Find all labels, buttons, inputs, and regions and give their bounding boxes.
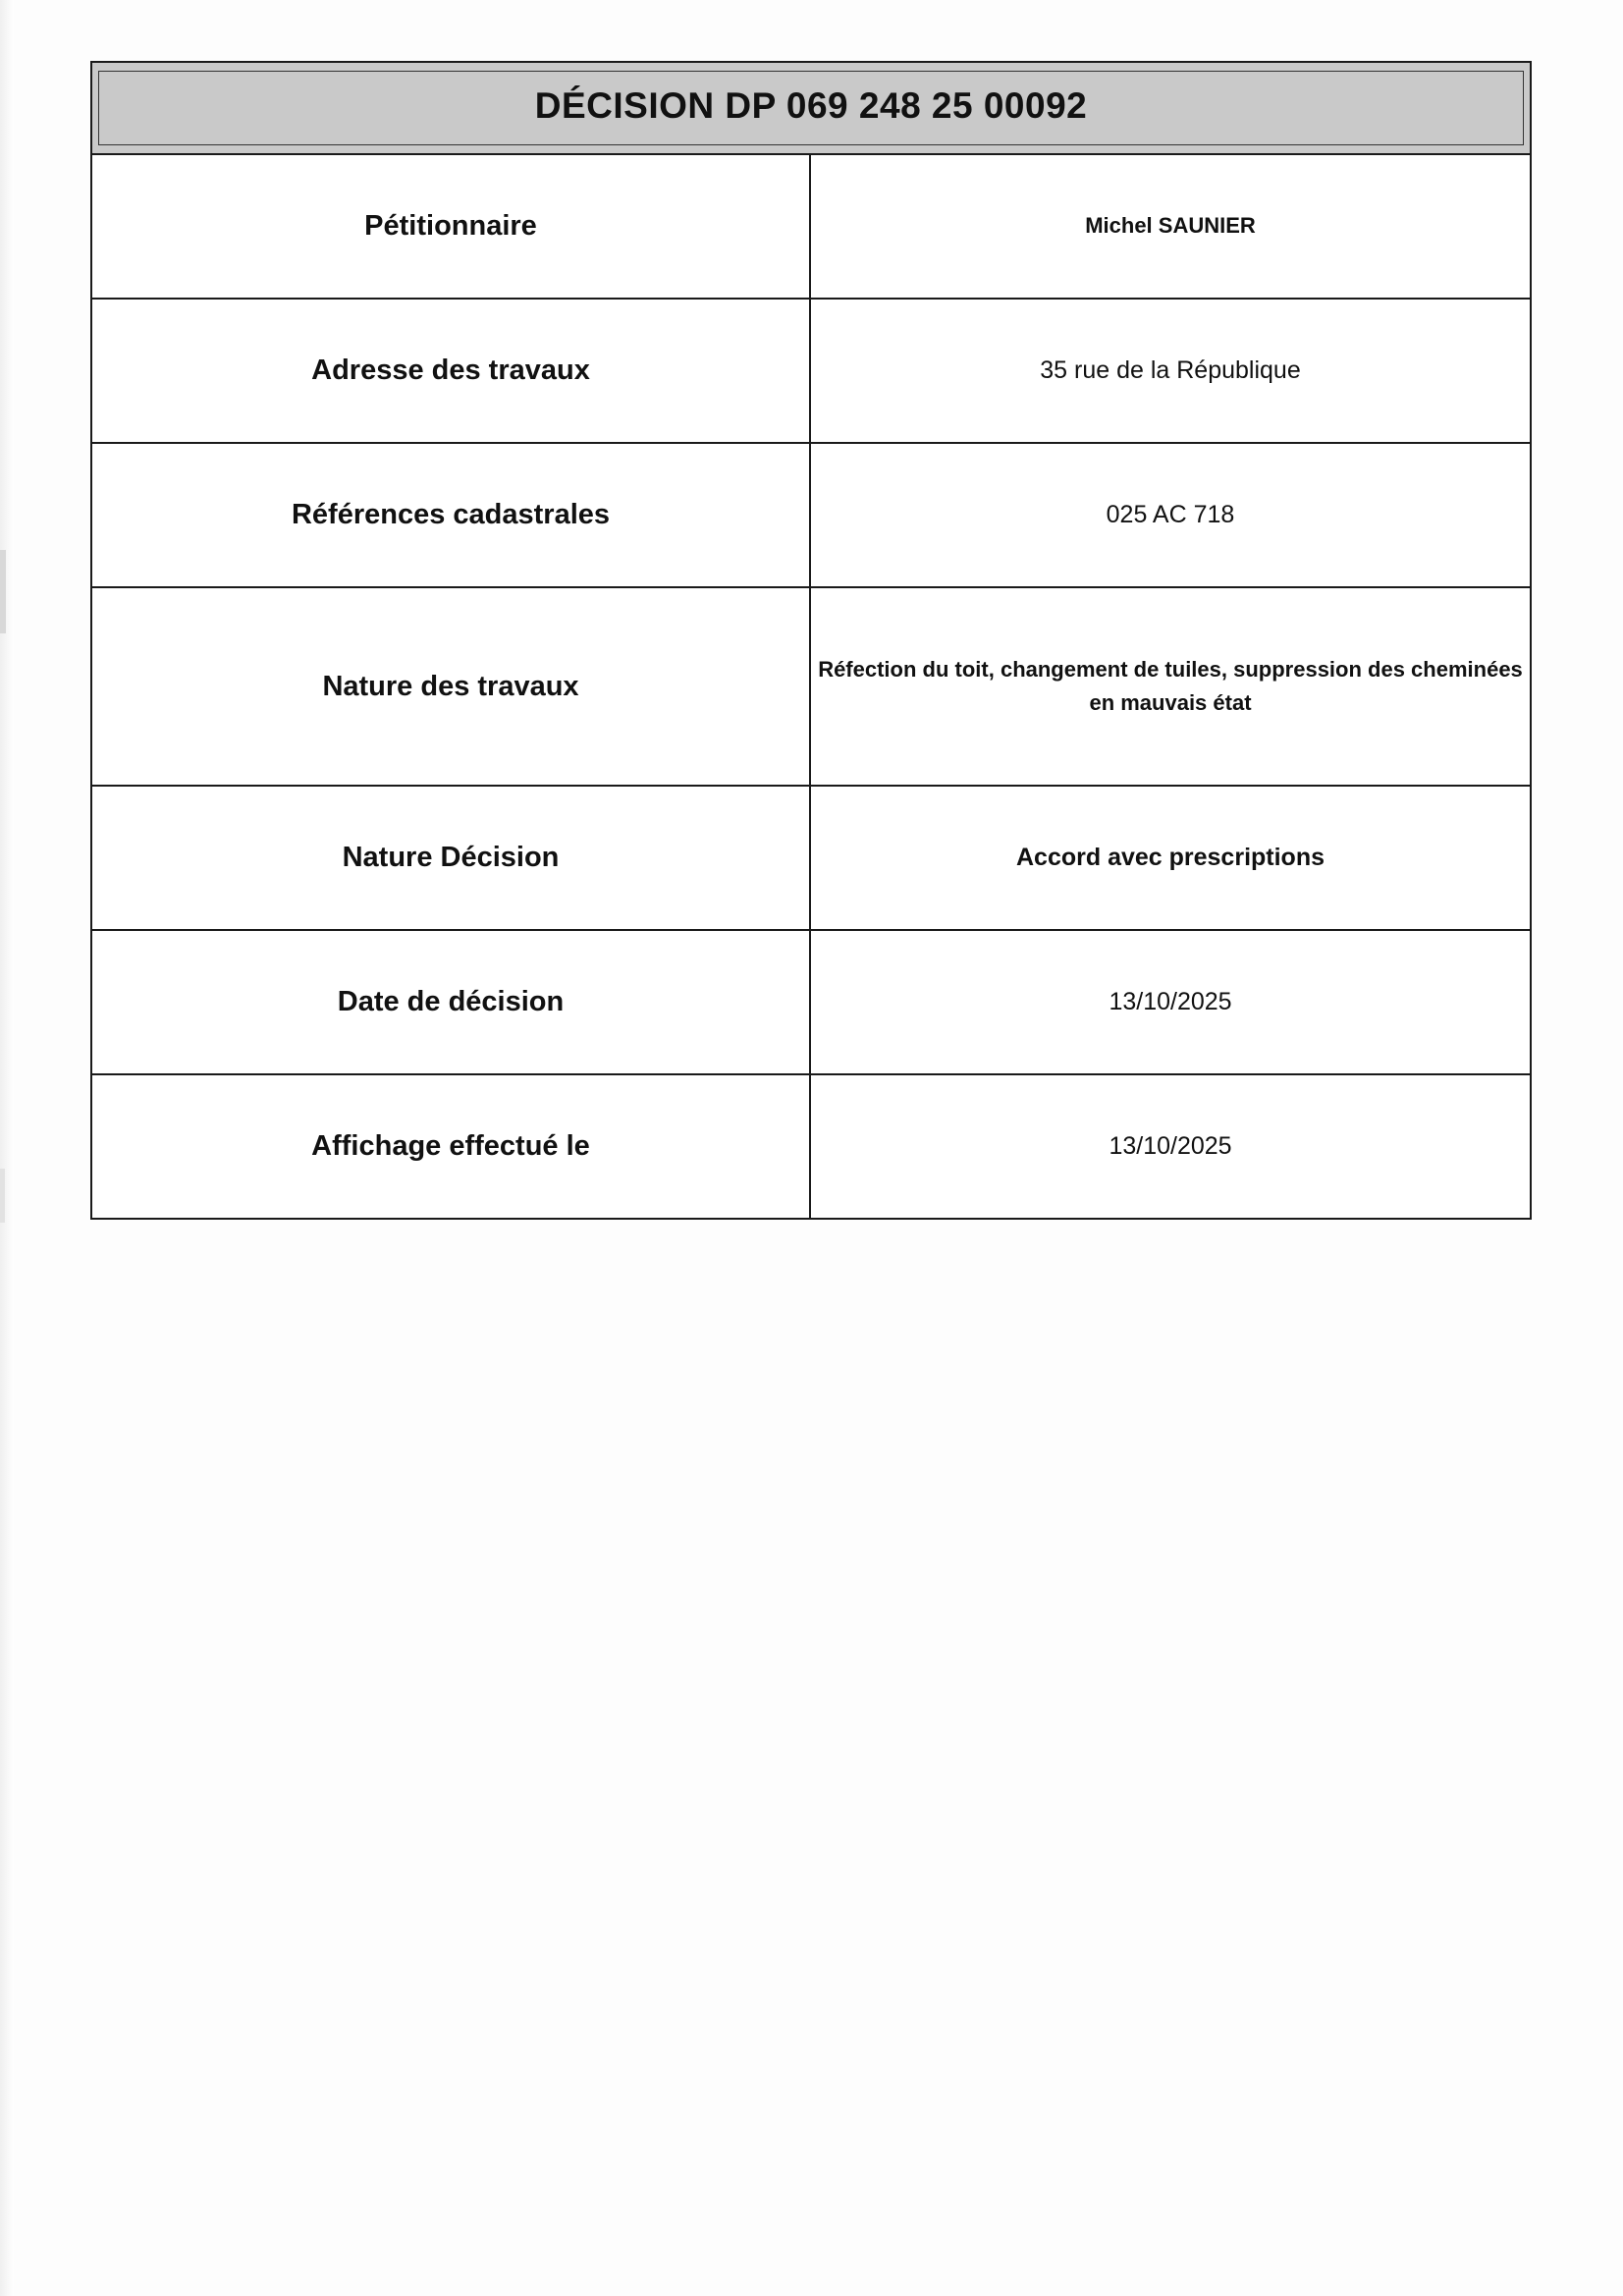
row-value-references-cadastrales: 025 AC 718 xyxy=(810,443,1531,587)
row-label-petitionnaire: Pétitionnaire xyxy=(91,154,810,299)
row-value-petitionnaire: Michel SAUNIER xyxy=(810,154,1531,299)
page-title: DÉCISION DP 069 248 25 00092 xyxy=(98,71,1524,145)
table-title-row xyxy=(91,62,1531,154)
scan-margin-mark xyxy=(0,550,6,633)
row-label-affichage-effectue-le: Affichage effectué le xyxy=(91,1074,810,1219)
row-value-nature-travaux: Réfection du toit, changement de tuiles, suppression des cheminées en mauvais état xyxy=(810,587,1531,786)
row-value-date-decision: 13/10/2025 xyxy=(810,930,1531,1074)
table-row xyxy=(91,930,1531,1074)
row-label-references-cadastrales: Références cadastrales xyxy=(91,443,810,587)
row-label-date-decision: Date de décision xyxy=(91,930,810,1074)
row-value-affichage-effectue-le: 13/10/2025 xyxy=(810,1074,1531,1219)
table-row xyxy=(91,154,1531,299)
table-row xyxy=(91,1074,1531,1219)
table-row xyxy=(91,786,1531,930)
table-row xyxy=(91,443,1531,587)
row-label-nature-decision: Nature Décision xyxy=(91,786,810,930)
table-row xyxy=(91,299,1531,443)
decision-table xyxy=(90,61,1532,1220)
row-value-nature-decision: Accord avec prescriptions xyxy=(810,786,1531,930)
row-label-adresse-travaux: Adresse des travaux xyxy=(91,299,810,443)
title-cell xyxy=(91,62,1531,154)
scan-edge-artifact xyxy=(0,0,14,2296)
table-row xyxy=(91,587,1531,786)
scan-margin-mark xyxy=(0,1169,5,1223)
row-value-adresse-travaux: 35 rue de la République xyxy=(810,299,1531,443)
row-label-nature-travaux: Nature des travaux xyxy=(91,587,810,786)
